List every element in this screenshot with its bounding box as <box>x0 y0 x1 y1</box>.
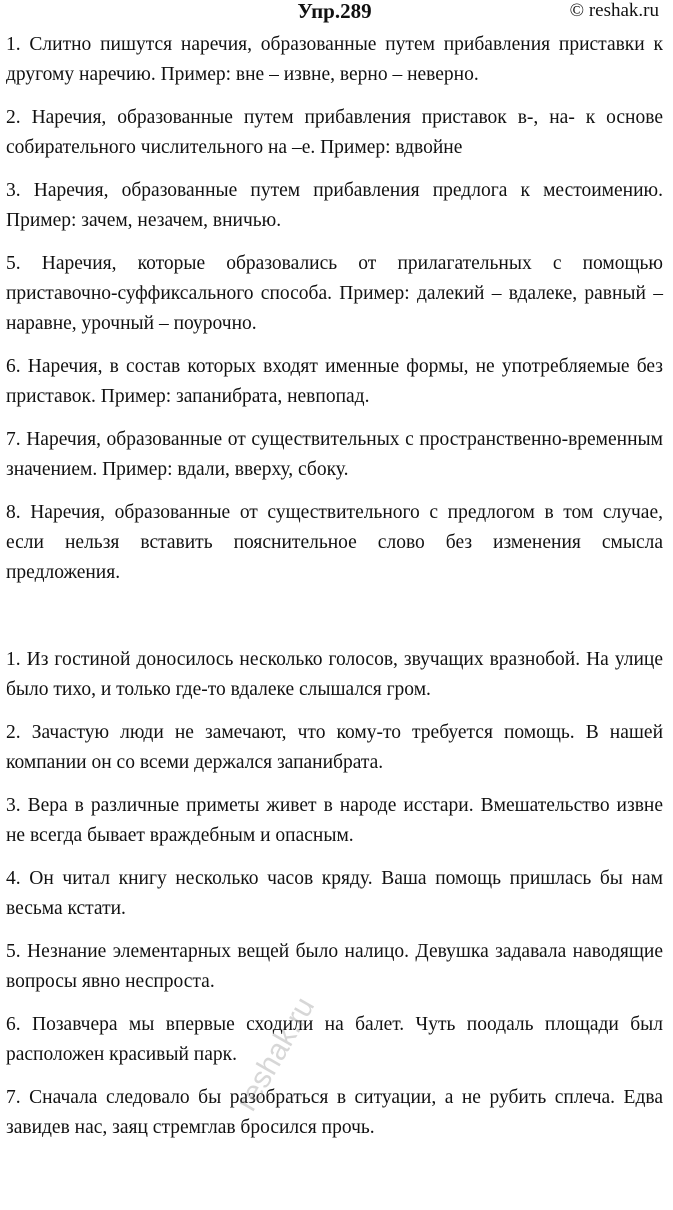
sentences-section <box>6 645 663 1143</box>
sentence-item: 5. Незнание элементарных вещей было налицо. Девушка задавала наводящие вопросы явно неспроста. <box>6 941 663 992</box>
rule-item: 5. Наречия, которые образовались от прилагательных с помощью приставочно-суффиксального способа. Пример: далекий – вдалеке, равный – наравне, урочный – поурочно. <box>6 253 663 334</box>
rule-item: 2. Наречия, образованные путем прибавления приставок в-, на- к основе собирательного числительного на –е. Пример: вдвойне <box>6 107 663 158</box>
rule-item: 6. Наречия, в состав которых входят именные формы, не употребляемые без приставок. Пример: запанибрата, невпопад. <box>6 356 663 407</box>
rule-item: 8. Наречия, образованные от существительного с предлогом в том случае, если нельзя вставить пояснительное слово без изменения смысла предложения. <box>6 502 663 583</box>
rules-section <box>6 30 663 588</box>
rule-item: 3. Наречия, образованные путем прибавления предлога к местоимению. Пример: зачем, незачем, вничью. <box>6 180 663 231</box>
watermark: reshak.ru <box>230 991 322 1117</box>
sentence-item: 1. Из гостиной доносилось несколько голосов, звучащих вразнобой. На улице было тихо, и только где-то вдалеке слышался гром. <box>6 649 663 700</box>
sentence-item: 3. Вера в различные приметы живет в народе исстари. Вмешательство извне не всегда бывает враждебным и опасным. <box>6 795 663 846</box>
sentence-item: 7. Сначала следовало бы разобраться в ситуации, а не рубить сплеча. Едва завидев нас, заяц стремглав бросился прочь. <box>6 1087 663 1138</box>
sentence-item: 6. Позавчера мы впервые сходили на балет. Чуть поодаль площади был расположен красивый парк. <box>6 1014 663 1065</box>
rule-item: 7. Наречия, образованные от существительных с пространственно-временным значением. Пример: вдали, вверху, сбоку. <box>6 429 663 480</box>
sentence-item: 2. Зачастую люди не замечают, что кому-то требуется помощь. В нашей компании он со всеми держался запанибрата. <box>6 722 663 773</box>
rule-item: 1. Слитно пишутся наречия, образованные путем прибавления приставки к другому наречию. Пример: вне – извне, верно – неверно. <box>6 34 663 85</box>
section-gap <box>6 601 663 645</box>
exercise-title: Упр.289 <box>297 0 372 23</box>
sentence-item: 4. Он читал книгу несколько часов кряду. Ваша помощь пришлась бы нам весьма кстати. <box>6 868 663 919</box>
site-copyright: © reshak.ru <box>569 0 659 21</box>
header <box>6 0 663 30</box>
